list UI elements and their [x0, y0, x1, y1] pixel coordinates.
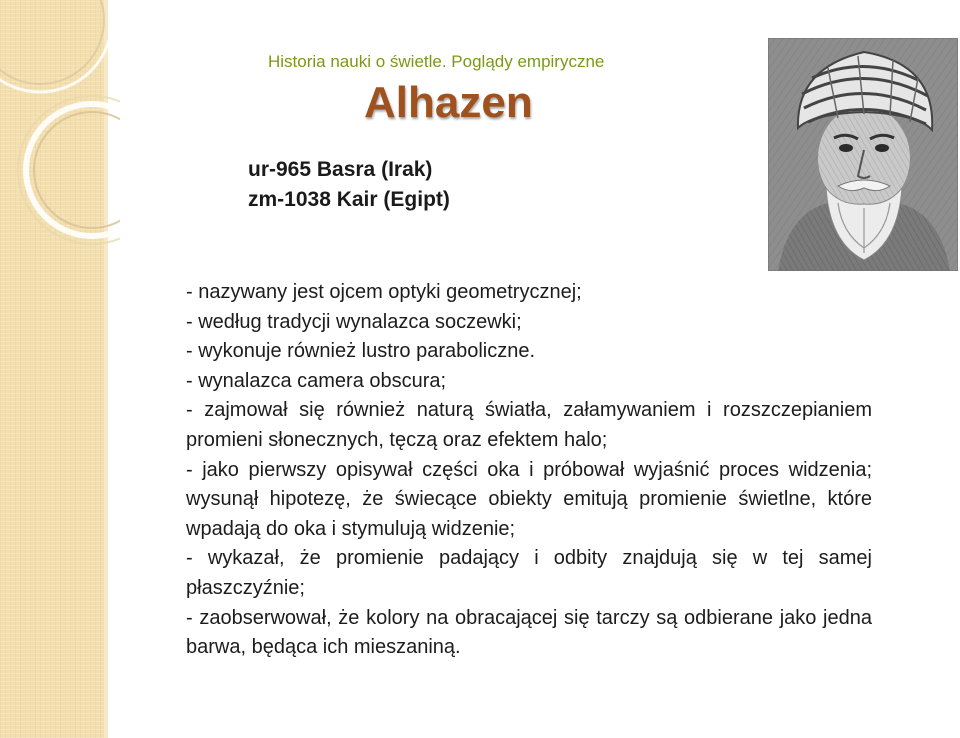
- bullet-paragraph: - wykonuje również lustro paraboliczne.: [186, 340, 536, 363]
- decorative-rings-icon: [0, 0, 120, 260]
- slide-subtitle: Historia nauki o świetle. Poglądy empiryczne: [268, 52, 605, 71]
- bullet-paragraph: - nazywany jest ojcem optyki geometrycznej;: [186, 281, 582, 303]
- birth-info: ur-965 Basra (Irak): [248, 158, 433, 181]
- life-dates: [248, 155, 450, 215]
- bullet-paragraph: - wynalazca camera obscura;: [186, 369, 447, 392]
- bullet-paragraph: - według tradycji wynalazca soczewki;: [186, 310, 522, 333]
- portrait-image-icon: [768, 38, 958, 271]
- bullet-paragraph: - jako pierwszy opisywał części oka i próbował wyjaśnić proces widzenia; wysunął hipotezę, że świecące obiekty emitują promienie świetlne, które wpadają do oka i stymulują widzenie;: [186, 458, 872, 540]
- death-info: zm-1038 Kair (Egipt): [248, 188, 450, 211]
- biography-text: [186, 278, 872, 663]
- bullet-paragraph: - zaobserwował, że kolory na obracającej się tarczy są odbierane jako jedna barwa, będąca ich mieszaniną.: [186, 606, 872, 659]
- slide-title: Alhazen: [364, 78, 533, 127]
- bullet-paragraph: - wykazał, że promienie padający i odbity znajdują się w tej samej płaszczyźnie;: [186, 547, 872, 599]
- bullet-paragraph: - zajmował się również naturą światła, załamywaniem i rozszczepianiem promieni słonecznych, tęczą oraz efektem halo;: [186, 399, 872, 451]
